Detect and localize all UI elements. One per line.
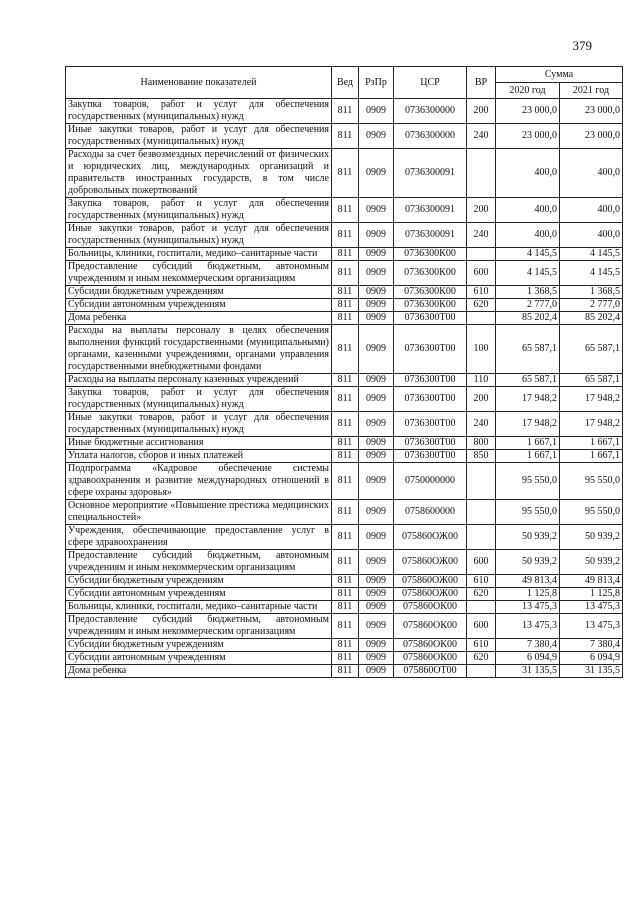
header-csr: ЦСР — [394, 67, 467, 99]
row-vr: 600 — [467, 261, 496, 286]
table-row — [66, 286, 623, 299]
row-name: Иные бюджетные ассигнования — [66, 437, 332, 450]
row-sum-2020: 13 475,3 — [496, 601, 560, 614]
row-sum-2020: 6 094,9 — [496, 652, 560, 665]
row-sum-2020: 49 813,4 — [496, 575, 560, 588]
row-vr — [467, 312, 496, 325]
row-ved: 811 — [332, 325, 359, 374]
row-ved: 811 — [332, 149, 359, 198]
row-vr: 200 — [467, 99, 496, 124]
row-rzpr: 0909 — [359, 463, 394, 500]
header-rzpr: РзПр — [359, 67, 394, 99]
table-row — [66, 261, 623, 286]
row-rzpr: 0909 — [359, 198, 394, 223]
row-name: Дома ребенка — [66, 665, 332, 678]
row-sum-2021: 95 550,0 — [560, 500, 623, 525]
row-csr: 075860ОЖ00 — [394, 588, 467, 601]
row-vr: 610 — [467, 286, 496, 299]
table-row — [66, 450, 623, 463]
row-sum-2021: 13 475,3 — [560, 614, 623, 639]
row-vr: 100 — [467, 325, 496, 374]
row-name: Расходы на выплаты персоналу в целях обеспечения выполнения функций государственными (муниципальными) органами, казенными учреждениями, органами управления государственными внебюджетными фондами — [66, 325, 332, 374]
row-name: Больницы, клиники, госпитали, медико–санитарные части — [66, 248, 332, 261]
row-rzpr: 0909 — [359, 500, 394, 525]
row-csr: 0736300Т00 — [394, 312, 467, 325]
row-ved: 811 — [332, 261, 359, 286]
row-rzpr: 0909 — [359, 325, 394, 374]
row-vr: 620 — [467, 299, 496, 312]
table-header — [66, 67, 623, 99]
row-rzpr: 0909 — [359, 601, 394, 614]
table-row — [66, 665, 623, 678]
row-ved: 811 — [332, 575, 359, 588]
row-ved: 811 — [332, 248, 359, 261]
row-sum-2021: 23 000,0 — [560, 124, 623, 149]
row-ved: 811 — [332, 286, 359, 299]
row-sum-2021: 85 202,4 — [560, 312, 623, 325]
table-row — [66, 149, 623, 198]
row-rzpr: 0909 — [359, 412, 394, 437]
row-csr: 075860ОЖ00 — [394, 575, 467, 588]
row-csr: 075860ОК00 — [394, 639, 467, 652]
table-row — [66, 387, 623, 412]
row-vr: 600 — [467, 614, 496, 639]
row-ved: 811 — [332, 500, 359, 525]
row-rzpr: 0909 — [359, 124, 394, 149]
row-vr: 850 — [467, 450, 496, 463]
row-sum-2020: 1 368,5 — [496, 286, 560, 299]
table-row — [66, 652, 623, 665]
row-ved: 811 — [332, 387, 359, 412]
row-csr: 075860ОК00 — [394, 652, 467, 665]
row-ved: 811 — [332, 525, 359, 550]
row-csr: 0758600000 — [394, 500, 467, 525]
row-name: Дома ребенка — [66, 312, 332, 325]
row-sum-2020: 95 550,0 — [496, 463, 560, 500]
row-vr: 620 — [467, 588, 496, 601]
row-name: Основное мероприятие «Повышение престижа медицинских специальностей» — [66, 500, 332, 525]
row-vr — [467, 525, 496, 550]
row-sum-2021: 7 380,4 — [560, 639, 623, 652]
row-rzpr: 0909 — [359, 374, 394, 387]
row-sum-2020: 50 939,2 — [496, 525, 560, 550]
row-csr: 0736300К00 — [394, 286, 467, 299]
table-row — [66, 312, 623, 325]
row-sum-2021: 1 667,1 — [560, 437, 623, 450]
row-sum-2021: 50 939,2 — [560, 525, 623, 550]
row-rzpr: 0909 — [359, 639, 394, 652]
row-sum-2021: 2 777,0 — [560, 299, 623, 312]
row-sum-2020: 400,0 — [496, 223, 560, 248]
row-rzpr: 0909 — [359, 261, 394, 286]
row-rzpr: 0909 — [359, 614, 394, 639]
row-ved: 811 — [332, 550, 359, 575]
row-sum-2020: 400,0 — [496, 149, 560, 198]
row-ved: 811 — [332, 601, 359, 614]
row-name: Закупка товаров, работ и услуг для обеспечения государственных (муниципальных) нужд — [66, 99, 332, 124]
row-rzpr: 0909 — [359, 387, 394, 412]
row-ved: 811 — [332, 463, 359, 500]
row-sum-2020: 2 777,0 — [496, 299, 560, 312]
table-body — [66, 99, 623, 678]
row-sum-2021: 17 948,2 — [560, 412, 623, 437]
table-row — [66, 550, 623, 575]
row-sum-2021: 23 000,0 — [560, 99, 623, 124]
row-vr: 110 — [467, 374, 496, 387]
row-csr: 075860ОК00 — [394, 614, 467, 639]
row-rzpr: 0909 — [359, 575, 394, 588]
table-row — [66, 223, 623, 248]
table-row — [66, 614, 623, 639]
row-sum-2021: 31 135,5 — [560, 665, 623, 678]
row-name: Субсидии автономным учреждениям — [66, 299, 332, 312]
row-vr: 620 — [467, 652, 496, 665]
row-name: Предоставление субсидий бюджетным, автономным учреждениям и иным некоммерческим организациям — [66, 261, 332, 286]
row-vr: 610 — [467, 575, 496, 588]
row-name: Субсидии бюджетным учреждениям — [66, 639, 332, 652]
row-vr — [467, 149, 496, 198]
table-row — [66, 525, 623, 550]
table-row — [66, 463, 623, 500]
row-sum-2021: 400,0 — [560, 149, 623, 198]
row-name: Учреждения, обеспечивающие предоставление услуг в сфере здравоохранения — [66, 525, 332, 550]
row-name: Предоставление субсидий бюджетным, автономным учреждениям и иным некоммерческим организациям — [66, 550, 332, 575]
row-rzpr: 0909 — [359, 550, 394, 575]
row-rzpr: 0909 — [359, 223, 394, 248]
row-rzpr: 0909 — [359, 312, 394, 325]
row-sum-2020: 85 202,4 — [496, 312, 560, 325]
row-csr: 0736300К00 — [394, 261, 467, 286]
row-sum-2020: 50 939,2 — [496, 550, 560, 575]
page-number: 379 — [572, 38, 592, 53]
row-sum-2021: 1 368,5 — [560, 286, 623, 299]
row-vr — [467, 500, 496, 525]
row-sum-2020: 1 125,8 — [496, 588, 560, 601]
row-sum-2021: 400,0 — [560, 198, 623, 223]
row-sum-2020: 7 380,4 — [496, 639, 560, 652]
table-row — [66, 325, 623, 374]
row-ved: 811 — [332, 312, 359, 325]
row-ved: 811 — [332, 223, 359, 248]
row-csr: 0736300Т00 — [394, 450, 467, 463]
row-name: Уплата налогов, сборов и иных платежей — [66, 450, 332, 463]
row-ved: 811 — [332, 99, 359, 124]
table-row — [66, 198, 623, 223]
header-year-2020: 2020 год — [496, 83, 560, 99]
row-sum-2021: 95 550,0 — [560, 463, 623, 500]
row-rzpr: 0909 — [359, 652, 394, 665]
row-sum-2021: 13 475,3 — [560, 601, 623, 614]
row-sum-2020: 13 475,3 — [496, 614, 560, 639]
table-row — [66, 374, 623, 387]
row-ved: 811 — [332, 124, 359, 149]
row-ved: 811 — [332, 665, 359, 678]
row-csr: 075860ОЖ00 — [394, 525, 467, 550]
row-vr: 240 — [467, 223, 496, 248]
table-row — [66, 588, 623, 601]
row-sum-2020: 95 550,0 — [496, 500, 560, 525]
row-sum-2020: 23 000,0 — [496, 124, 560, 149]
row-sum-2020: 17 948,2 — [496, 412, 560, 437]
row-csr: 0736300091 — [394, 223, 467, 248]
row-ved: 811 — [332, 614, 359, 639]
row-csr: 0736300Т00 — [394, 437, 467, 450]
row-csr: 0736300Т00 — [394, 325, 467, 374]
row-sum-2020: 1 667,1 — [496, 437, 560, 450]
row-csr: 075860ОТ00 — [394, 665, 467, 678]
row-ved: 811 — [332, 374, 359, 387]
row-vr: 800 — [467, 437, 496, 450]
row-sum-2020: 31 135,5 — [496, 665, 560, 678]
row-sum-2021: 400,0 — [560, 223, 623, 248]
row-ved: 811 — [332, 652, 359, 665]
row-sum-2020: 65 587,1 — [496, 325, 560, 374]
header-name: Наименование показателей — [66, 67, 332, 99]
row-name: Иные закупки товаров, работ и услуг для обеспечения государственных (муниципальных) нужд — [66, 124, 332, 149]
table-row — [66, 412, 623, 437]
row-vr: 600 — [467, 550, 496, 575]
row-sum-2020: 23 000,0 — [496, 99, 560, 124]
header-year-2021: 2021 год — [560, 83, 623, 99]
row-sum-2020: 1 667,1 — [496, 450, 560, 463]
row-vr: 240 — [467, 124, 496, 149]
row-ved: 811 — [332, 450, 359, 463]
table-row — [66, 299, 623, 312]
row-csr: 0736300091 — [394, 198, 467, 223]
row-rzpr: 0909 — [359, 286, 394, 299]
row-name: Субсидии бюджетным учреждениям — [66, 575, 332, 588]
row-csr: 0736300000 — [394, 124, 467, 149]
table-row — [66, 437, 623, 450]
row-csr: 0736300К00 — [394, 248, 467, 261]
row-sum-2021: 6 094,9 — [560, 652, 623, 665]
row-rzpr: 0909 — [359, 665, 394, 678]
row-sum-2020: 4 145,5 — [496, 248, 560, 261]
budget-table — [65, 66, 623, 678]
row-csr: 0736300000 — [394, 99, 467, 124]
row-vr: 200 — [467, 387, 496, 412]
row-ved: 811 — [332, 412, 359, 437]
row-rzpr: 0909 — [359, 525, 394, 550]
table-row — [66, 124, 623, 149]
row-csr: 0736300Т00 — [394, 374, 467, 387]
table-row — [66, 248, 623, 261]
row-vr — [467, 463, 496, 500]
row-rzpr: 0909 — [359, 588, 394, 601]
row-rzpr: 0909 — [359, 437, 394, 450]
row-vr: 200 — [467, 198, 496, 223]
row-name: Закупка товаров, работ и услуг для обеспечения государственных (муниципальных) нужд — [66, 198, 332, 223]
row-vr — [467, 665, 496, 678]
row-sum-2021: 65 587,1 — [560, 325, 623, 374]
header-vr: ВР — [467, 67, 496, 99]
row-csr: 0736300К00 — [394, 299, 467, 312]
header-ved: Вед — [332, 67, 359, 99]
row-name: Больницы, клиники, госпитали, медико–санитарные части — [66, 601, 332, 614]
row-sum-2021: 65 587,1 — [560, 374, 623, 387]
row-sum-2021: 50 939,2 — [560, 550, 623, 575]
table-row — [66, 99, 623, 124]
row-sum-2021: 17 948,2 — [560, 387, 623, 412]
row-ved: 811 — [332, 299, 359, 312]
table-row — [66, 500, 623, 525]
row-sum-2021: 1 125,8 — [560, 588, 623, 601]
row-name: Субсидии автономным учреждениям — [66, 652, 332, 665]
row-sum-2020: 17 948,2 — [496, 387, 560, 412]
header-sum: Сумма — [496, 67, 623, 83]
row-name: Иные закупки товаров, работ и услуг для обеспечения государственных (муниципальных) нужд — [66, 223, 332, 248]
row-ved: 811 — [332, 588, 359, 601]
row-sum-2021: 49 813,4 — [560, 575, 623, 588]
row-sum-2021: 4 145,5 — [560, 261, 623, 286]
row-sum-2021: 4 145,5 — [560, 248, 623, 261]
row-csr: 0736300Т00 — [394, 412, 467, 437]
row-name: Закупка товаров, работ и услуг для обеспечения государственных (муниципальных) нужд — [66, 387, 332, 412]
row-csr: 075860ОЖ00 — [394, 550, 467, 575]
row-name: Иные закупки товаров, работ и услуг для обеспечения государственных (муниципальных) нужд — [66, 412, 332, 437]
row-rzpr: 0909 — [359, 149, 394, 198]
row-sum-2020: 4 145,5 — [496, 261, 560, 286]
row-csr: 0736300091 — [394, 149, 467, 198]
row-name: Субсидии автономным учреждениям — [66, 588, 332, 601]
row-name: Расходы на выплаты персоналу казенных учреждений — [66, 374, 332, 387]
row-csr: 0750000000 — [394, 463, 467, 500]
row-name: Субсидии бюджетным учреждениям — [66, 286, 332, 299]
row-ved: 811 — [332, 437, 359, 450]
table-row — [66, 575, 623, 588]
row-vr: 240 — [467, 412, 496, 437]
row-vr: 610 — [467, 639, 496, 652]
row-name: Расходы за счет безвозмездных перечислений от физических и юридических лиц, международных организаций и правительств иностранных государств, в том числе добровольных пожертвований — [66, 149, 332, 198]
row-name: Предоставление субсидий бюджетным, автономным учреждениям и иным некоммерческим организациям — [66, 614, 332, 639]
row-sum-2020: 400,0 — [496, 198, 560, 223]
row-csr: 075860ОК00 — [394, 601, 467, 614]
table-row — [66, 639, 623, 652]
row-sum-2021: 1 667,1 — [560, 450, 623, 463]
row-rzpr: 0909 — [359, 450, 394, 463]
row-name: Подпрограмма «Кадровое обеспечение системы здравоохранения и развитие международных отношений в сфере охраны здоровья» — [66, 463, 332, 500]
row-ved: 811 — [332, 639, 359, 652]
row-rzpr: 0909 — [359, 299, 394, 312]
row-rzpr: 0909 — [359, 248, 394, 261]
row-sum-2020: 65 587,1 — [496, 374, 560, 387]
row-vr — [467, 601, 496, 614]
row-csr: 0736300Т00 — [394, 387, 467, 412]
row-vr — [467, 248, 496, 261]
row-ved: 811 — [332, 198, 359, 223]
row-rzpr: 0909 — [359, 99, 394, 124]
table-row — [66, 601, 623, 614]
